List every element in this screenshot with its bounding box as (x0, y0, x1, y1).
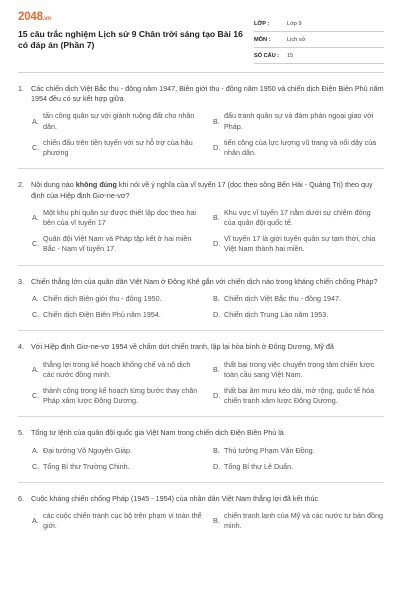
answer-option[interactable] (32, 511, 203, 531)
question-text-part: Nội dung nào (31, 180, 76, 190)
info-label: MÔN : (254, 37, 271, 44)
info-row-class (254, 16, 384, 32)
brand-logo[interactable] (18, 12, 248, 24)
question-divider (18, 482, 384, 483)
answer-option[interactable] (213, 294, 384, 304)
brand-name: 2048 (18, 11, 43, 23)
option-letter: C. (32, 310, 40, 320)
option-letter: B. (213, 364, 220, 374)
answer-option[interactable] (32, 360, 203, 380)
question-divider (18, 265, 384, 266)
question (18, 494, 384, 532)
option-text: Vĩ tuyến 17 là giới tuyến quân sự tạm thời, chia Việt Nam thành hai miền. (224, 234, 376, 254)
option-letter: A. (32, 116, 39, 126)
option-text: Chiến dịch Việt Bắc thu - đông 1947. (224, 293, 341, 303)
option-letter: A. (32, 293, 39, 303)
question-text: Tổng tư lệnh của quân đội quốc gia Việt Nam trong chiến dịch Điện Biên Phủ là (31, 428, 284, 438)
answer-option[interactable] (32, 111, 203, 131)
brand-suffix: .vn (42, 16, 51, 22)
header-left (18, 10, 248, 51)
answer-option[interactable] (213, 386, 384, 406)
option-text: Thủ tướng Phạm Văn Đồng. (224, 445, 315, 455)
header-divider (18, 72, 384, 73)
option-letter: D. (213, 310, 221, 320)
answer-option[interactable] (213, 511, 384, 531)
info-box (254, 16, 384, 64)
question-text: Chiến thắng lớn của quân dân Việt Nam ở Đông Khê gắn với chiến dịch nào trong kháng chiến chống Pháp? (31, 276, 378, 286)
question (18, 180, 384, 265)
answer-options (32, 511, 384, 531)
option-text: thất bại âm mưu kéo dài, mở rộng, quốc tế hóa chiến tranh xâm lược Đông Dương. (224, 385, 375, 406)
answer-option[interactable] (32, 386, 203, 406)
option-text: tiến công của lực lượng vũ trang và nổi dậy của nhân dân. (224, 137, 377, 158)
option-text: tấn công quân sự với giành ruộng đất cho nhân dân. (43, 111, 195, 131)
answer-option[interactable] (213, 234, 384, 254)
question (18, 342, 384, 417)
option-letter: A. (32, 364, 39, 374)
document-title: 15 câu trắc nghiệm Lịch sử 9 Chân trời sáng tạo Bài 16 có đáp án (Phần 7) (18, 28, 243, 50)
option-letter: D. (213, 461, 221, 471)
answer-options (32, 446, 384, 472)
info-row-subject (254, 32, 384, 48)
question-header (18, 494, 384, 504)
answer-option[interactable] (213, 446, 384, 456)
answer-option[interactable] (32, 462, 203, 472)
option-text: Đại tướng Võ Nguyên Giáp. (43, 445, 133, 455)
option-letter: A. (32, 445, 39, 455)
option-letter: D. (213, 142, 221, 152)
question-header (18, 180, 384, 200)
answer-option[interactable] (32, 234, 203, 254)
question-number: 6. (18, 494, 24, 504)
answer-option[interactable] (213, 138, 384, 158)
info-value: 15 (287, 53, 294, 60)
option-letter: B. (213, 516, 220, 526)
answer-option[interactable] (32, 310, 203, 320)
option-text: Tổng Bí thư Lê Duẩn. (224, 461, 294, 471)
info-row-count (254, 48, 384, 64)
info-label: LỚP : (254, 21, 270, 28)
info-value: Lớp 9 (287, 21, 302, 28)
option-letter: C. (32, 142, 40, 152)
question-list (18, 84, 384, 532)
option-letter: B. (213, 116, 220, 126)
question-header (18, 84, 384, 104)
option-letter: C. (32, 239, 40, 249)
question-text (31, 180, 384, 200)
info-value: Lịch sử (287, 37, 306, 44)
answer-option[interactable] (213, 462, 384, 472)
answer-option[interactable] (32, 446, 203, 456)
answer-options (32, 111, 384, 158)
option-text: Chiến dịch Trung Lào năm 1953. (224, 310, 329, 320)
question-number: 3. (18, 276, 24, 286)
question-divider (18, 168, 384, 169)
option-text: Chiến dịch Biên giới thu - đông 1950. (43, 293, 162, 303)
option-letter: A. (32, 516, 39, 526)
option-text: Quân đội Việt Nam và Pháp tập kết ở hai miền Bắc - Nam vĩ tuyến 17. (43, 234, 192, 254)
option-letter: B. (213, 293, 220, 303)
answer-option[interactable] (213, 111, 384, 131)
question-number: 2. (18, 180, 24, 190)
question-number: 4. (18, 342, 24, 352)
option-text: Chiến dịch Điện Biên Phủ năm 1954. (43, 310, 161, 320)
question-text: Với Hiệp định Giơ-ne-vơ 1954 về chấm dứt chiến tranh, lập lại hòa bình ở Đông Dương, Mỹ đã (31, 342, 334, 352)
option-text: các cuộc chiến tranh cục bộ trên phạm vi toàn thế giới. (43, 511, 202, 531)
answer-option[interactable] (32, 208, 203, 228)
question (18, 84, 384, 169)
answer-option[interactable] (213, 310, 384, 320)
option-text: chiến đấu trên tiền tuyến với sự hỗ trợ của hậu phương (43, 137, 193, 158)
answer-option[interactable] (213, 208, 384, 228)
option-text: thắng lợi trong kế hoạch khống chế và nô dịch các nước đồng minh. (43, 359, 191, 379)
option-text: Tổng Bí thư Trường Chinh. (43, 461, 130, 471)
option-text: thất bại trong việc chuyển trọng tâm chiến lược toàn cầu sang Việt Nam. (224, 359, 375, 379)
option-text: thành công trong kế hoạch từng bước thay chân Pháp xâm lược Đông Dương. (43, 385, 198, 406)
question-header (18, 342, 384, 352)
question-header (18, 277, 384, 287)
info-label: SỐ CÂU : (254, 53, 280, 60)
option-letter: C. (32, 391, 40, 401)
question-text: Cuộc kháng chiến chống Pháp (1945 - 1954) của nhân dân Việt Nam thắng lợi đã kết thúc (31, 494, 319, 504)
header (18, 10, 384, 64)
question-text-part: khi nói về ý nghĩa của vĩ tuyến 17 (dọc theo sông Bến Hải - Quảng Trị) theo quy định của Hiệp định Giơ-ne-vơ? (31, 180, 373, 200)
option-text: Khu vực vĩ tuyến 17 nằm dưới sự chiếm đóng của quân đội quốc tế. (224, 207, 371, 227)
option-letter: C. (32, 461, 40, 471)
option-letter: B. (213, 445, 220, 455)
option-letter: D. (213, 239, 221, 249)
question-number: 5. (18, 428, 24, 438)
option-text: Một khu phi quân sự được thiết lập dọc theo hai bên của vĩ tuyến 17 (43, 207, 196, 227)
answer-options (32, 360, 384, 407)
question-text: Các chiến dịch Việt Bắc thu - đông năm 1947, Biên giới thu - đông năm 1950 và chiến dịch Điện Biên Phủ năm 1954 đều có sự kết hợp giữa (31, 84, 384, 104)
option-text: đấu tranh quân sự và đàm phán ngoại giao với Pháp. (224, 111, 374, 131)
question-divider (18, 330, 384, 331)
answer-options (32, 208, 384, 255)
option-letter: A. (32, 212, 39, 222)
option-text: chiến tranh lạnh của Mỹ và các nước tư bản đồng minh. (224, 511, 383, 531)
option-letter: D. (213, 391, 221, 401)
question (18, 277, 384, 332)
question-header (18, 428, 384, 438)
answer-option[interactable] (213, 360, 384, 380)
question (18, 428, 384, 483)
option-letter: B. (213, 212, 220, 222)
answer-options (32, 294, 384, 320)
question-divider (18, 416, 384, 417)
answer-option[interactable] (32, 294, 203, 304)
question-number: 1. (18, 84, 24, 93)
question-text-emphasis: không đúng (75, 180, 117, 190)
answer-option[interactable] (32, 138, 203, 158)
